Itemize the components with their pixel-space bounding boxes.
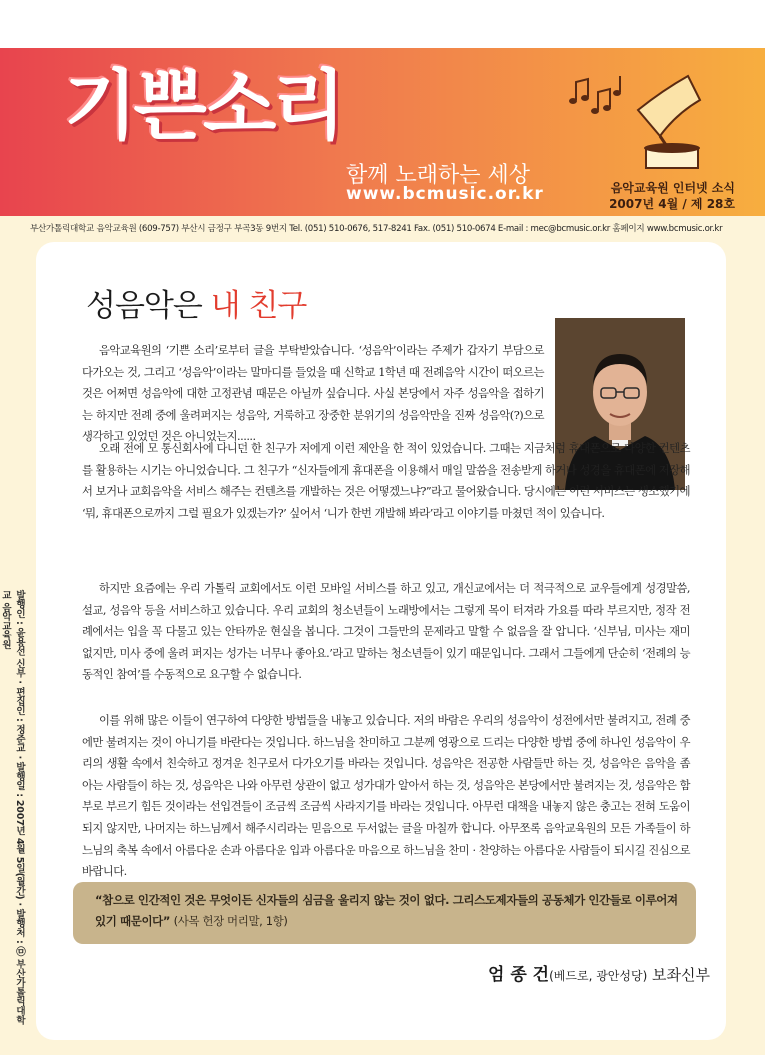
- newsletter-name: 음악교육원 인터넷 소식: [610, 181, 735, 195]
- quote-reference: (사목 헌장 머리말, 1항): [173, 914, 288, 928]
- contact-info: 부산가톨릭대학교 음악교육원 (609-757) 부산시 금정구 부곡3동 9번지 Tel. (051) 510-0676, 517-8241 Fax. (051) 510-0674 E-mail : mec@bcmusic.or.kr 홈페이지 www.bcmusic.or.kr: [30, 224, 723, 234]
- author-role: 보좌신부: [652, 966, 710, 984]
- publisher-info: 발행인 : 윤용선 신부 · 편집인 : 정준교 · 발행일 : 2007년 4월 5일(월간) · 발행처 : ㉤ 부산가톨릭대학교 음악교육원: [0, 590, 25, 1025]
- newsletter-logo: 기쁜소리: [64, 61, 342, 150]
- author-detail: (베드로, 광안성당): [549, 969, 648, 983]
- issue-date: 2007년 4월 / 제 28호: [609, 197, 735, 212]
- quote: [95, 890, 680, 932]
- article-paragraph-2: 오래 전에 모 통신회사에 다니던 한 친구가 저에게 이런 제안을 한 적이 있었습니다. 그때는 지금처럼 휴대폰으로 다양한 컨텐츠를 활용하는 시기는 아니었습니다. 그 친구가 “신자들에게 휴대폰을 이용해서 매일 말씀을 전송받게 하거나 성경을 휴대폰에 저장해서 보거나 교회음악을 서비스 해주는 컨텐츠를 개발하는 것은 어떻겠느냐?”라고 물어왔습니다. 당시에는 이런 서비스는 생소했기에 ‘뭐, 휴대폰으로까지 그럴 필요가 있겠는가?’ 싶어서 ‘니가 한번 개발해 봐라’라고 이야기를 마쳤던 적이 있습니다.: [82, 442, 690, 520]
- article-paragraph-4: 이를 위해 많은 이들이 연구하여 다양한 방법들을 내놓고 있습니다. 저의 바람은 우리의 성음악이 성전에서만 불려지고, 전례 중에만 불려지는 것이 아니기를 바란다는 것입니다. 하느님을 찬미하고 그분께 영광으로 드리는 다양한 방법 중에 하나인 성음악이 우리의 생활 속에서 친숙하고 정겨운 친구로서 다가오기를 바라는 것입니다. 성음악은 전공한 사람들만 하는 것, 성음악은 음악을 좀 아는 사람들이 하는 것, 성음악은 나와 아무런 상관이 없고 성가대가 알아서 하는 것, 성음악은 본당에서만 불려지는 것, 성음악은 함부로 부르기 힘든 것이라는 선입견들이 조금씩 조금씩 사라지기를 바라는 것입니다. 아무런 대책을 내놓지 않은 충고는 전혀 도움이 되지 않지만, 나머지는 하느님께서 해주시리라는 믿음으로 두서없는 글을 마칠까 합니다. 아무쪼록 음악교육원의 모든 가족들이 하느님의 축복 속에서 아름다운 손과 아름다운 입과 아름다운 마음으로 하느님을 찬미 · 찬양하는 아름다운 사람들이 되시길 진심으로 바랍니다.: [82, 714, 690, 879]
- tagline: 함께 노래하는 세상: [346, 163, 531, 188]
- website-url[interactable]: www.bcmusic.or.kr: [346, 184, 544, 204]
- quote-text: “참으로 인간적인 것은 무엇이든 신자들의 심금을 울리지 않는 것이 없다. 그리스도제자들의 공동체가 인간들로 이루어져 있기 때문이다”: [95, 893, 678, 928]
- author-byline: [488, 960, 710, 985]
- article-paragraph-3: 하지만 요즘에는 우리 가톨릭 교회에서도 이런 모바일 서비스를 하고 있고, 개신교에서는 더 적극적으로 교우들에게 성경말씀, 설교, 성음악 등을 서비스하고 있습니다. 우리 교회의 청소년들이 노래방에서는 그렇게 목이 터져라 가요를 따라 부르지만, 정작 전례에서는 입을 꼭 다물고 있는 안타까운 현실을 봅니다. 그것이 그들만의 문제라고 말할 수 없음을 잘 압니다. ‘신부님, 미사는 재미없지만, 미사 중에 울려 퍼지는 성가는 너무나 좋아요.’라고 말하는 청소년들이 있기 때문입니다. 그래서 그들에게 단순히 ‘전례의 능동적인 참여’를 수동적으로 요구할 수 없습니다.: [82, 582, 690, 682]
- title-highlight: 내 친구: [210, 288, 307, 324]
- article-title: [86, 280, 306, 325]
- title-main: 성음악은: [86, 288, 211, 324]
- article-paragraph-1: 음악교육원의 ‘기쁜 소리’로부터 글을 부탁받았습니다. ‘성음악’이라는 주제가 갑자기 부담으로 다가오는 것, 그리고 ‘성음악’이라는 말마디를 들었을 때 신학교 1학년 때 전례음악 시간이 떠오르는 것은 어쩌면 성음악에 대한 고정관념 때문은 아닐까 싶습니다. 사실 본당에서 자주 성음악을 접하기는 하지만 전례 중에 울려퍼지는 성음악, 거룩하고 장중한 분위기의 성음악만을 진짜 성음악(?)으로 생각하고 있었던 것은 아니었는지......: [82, 344, 544, 444]
- gramophone-music-notes-icon: [568, 70, 708, 175]
- author-name: 엄 종 건: [488, 965, 550, 985]
- newsletter-issue: [609, 180, 735, 212]
